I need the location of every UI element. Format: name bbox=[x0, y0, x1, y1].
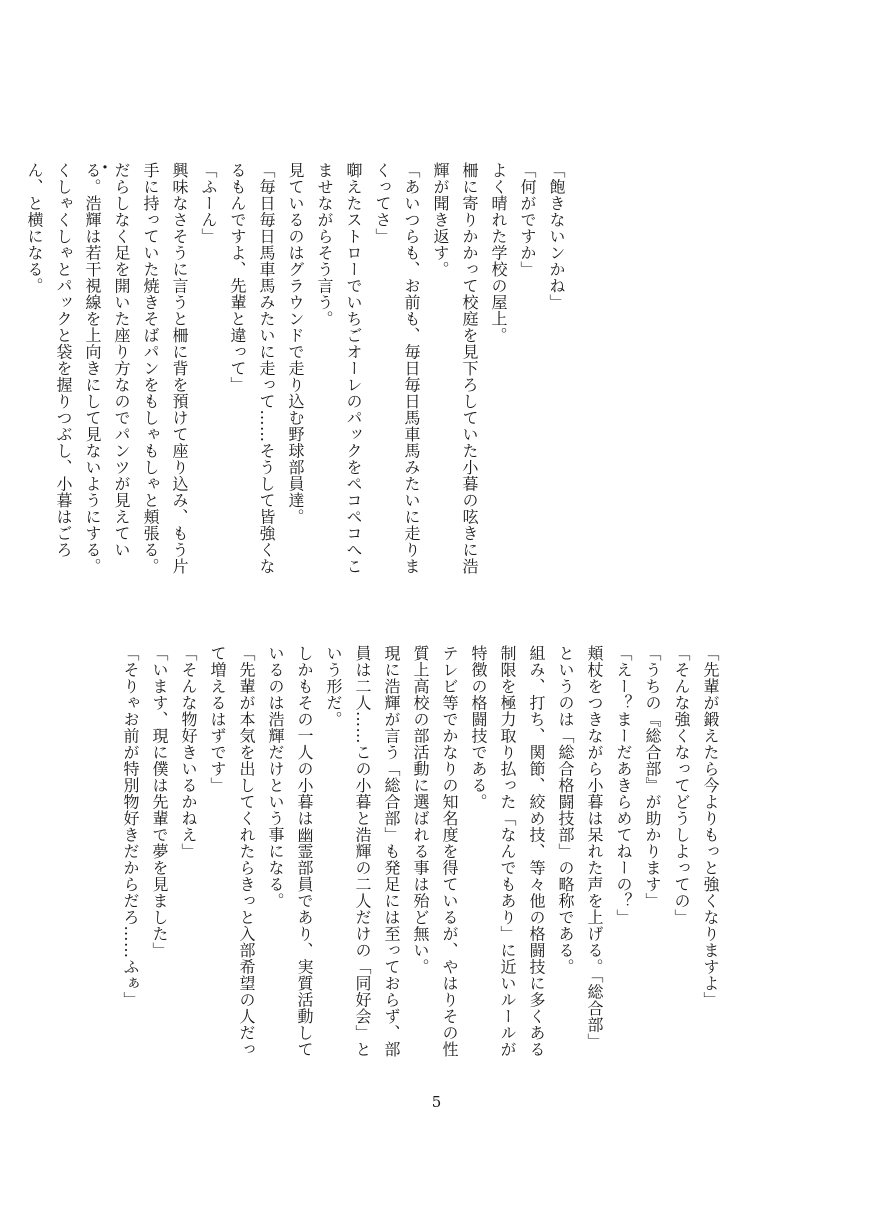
text-line: いう形だ。 bbox=[324, 645, 343, 728]
text-line: 「何がですか」 bbox=[518, 162, 537, 278]
text-line: 「あいつらも、お前も、毎日毎日馬車馬みたいに走りま bbox=[402, 162, 421, 575]
section-mark: ・ bbox=[96, 158, 114, 179]
text-line: 制限を極力取り払った「なんでもあり」に近いルールが bbox=[498, 645, 517, 1058]
text-line: 員は二人……この小暮と浩輝の二人だけの「同好会」と bbox=[353, 645, 372, 1058]
text-line: 輝が聞き返す。 bbox=[431, 162, 450, 278]
text-line: 「そんな物好きいるかねえ」 bbox=[179, 645, 198, 860]
text-line: 頬杖をつきながら小暮は呆れた声を上げる。「総合部」 bbox=[585, 645, 604, 1050]
page-number: 5 bbox=[431, 1093, 442, 1111]
text-line: 「毎日毎日馬車馬みたいに走って……そうして皆強くな bbox=[257, 162, 276, 575]
text-line: くしゃくしゃとパックと袋を握りつぶし、小暮はごろ bbox=[54, 162, 73, 558]
text-line: いるのは浩輝だけという事になる。 bbox=[266, 645, 285, 909]
text-line: ん、と横になる。 bbox=[25, 162, 44, 294]
text-line: 「えー？まーだあきらめてねーの？」 bbox=[614, 645, 633, 926]
text-line: 「先輩が鍛えたら今よりもっと強くなりますよ」 bbox=[701, 645, 720, 1008]
text-line: 特徴の格闘技である。 bbox=[469, 645, 488, 810]
text-line: 見ているのはグラウンドで走り込む野球部員達。 bbox=[286, 162, 305, 525]
lower-text-block bbox=[121, 645, 725, 1085]
text-line: るもんですよ、先輩と違って」 bbox=[228, 162, 247, 393]
text-line: しかもその一人の小暮は幽霊部員であり、実質活動して bbox=[295, 645, 314, 1058]
text-line: 「ふーん」 bbox=[199, 162, 218, 245]
text-line: 手に持っていた焼きそばパンをもしゃもしゃと頬張る。 bbox=[141, 162, 160, 575]
text-line: よく晴れた学校の屋上。 bbox=[489, 162, 508, 344]
text-line: ませながらそう言う。 bbox=[315, 162, 334, 327]
text-line: 「そりゃお前が特別物好きだからだろ……ふぁ」 bbox=[121, 645, 140, 1008]
text-line: 興味なさそうに言うと柵に背を預けて座り込み、もう片 bbox=[170, 162, 189, 575]
text-line: 「先輩が本気を出してくれたらきっと入部希望の人だっ bbox=[237, 645, 256, 1058]
text-line: 「そんな強くなってどうしよっての」 bbox=[672, 645, 691, 926]
text-line: 質上高校の部活動に選ばれる事は殆ど無い。 bbox=[411, 645, 430, 975]
text-line: 「飽きないンかね」 bbox=[547, 162, 566, 311]
text-line: テレビ等でかなりの知名度を得ているが、やはりその性 bbox=[440, 645, 459, 1058]
text-line: 「います、現に僕は先輩で夢を見ました」 bbox=[150, 645, 169, 959]
text-line: だらしなく足を開いた座り方なのでパンツが見えてい bbox=[112, 162, 131, 558]
text-line: 啣えたストローでいちごオーレのパックをペコペコへこ bbox=[344, 162, 363, 575]
text-line: 柵に寄りかかって校庭を見下ろしていた小暮の呟きに浩 bbox=[460, 162, 479, 575]
text-line: 現に浩輝が言う「総合部」も発足には至っておらず、部 bbox=[382, 645, 401, 1058]
text-line: というのは「総合格闘技部」の略称である。 bbox=[556, 645, 575, 975]
text-line: て増えるはずです」 bbox=[208, 645, 227, 794]
text-line: 組み、打ち、関節、絞め技、等々他の格闘技に多くある bbox=[527, 645, 546, 1058]
text-line: くってさ」 bbox=[373, 162, 392, 245]
text-line: る。浩輝は若干視線を上向きにして見ないようにする。 bbox=[83, 162, 102, 575]
text-line: 「うちの『総合部』が助かります」 bbox=[643, 645, 662, 909]
upper-text-block bbox=[25, 162, 571, 602]
